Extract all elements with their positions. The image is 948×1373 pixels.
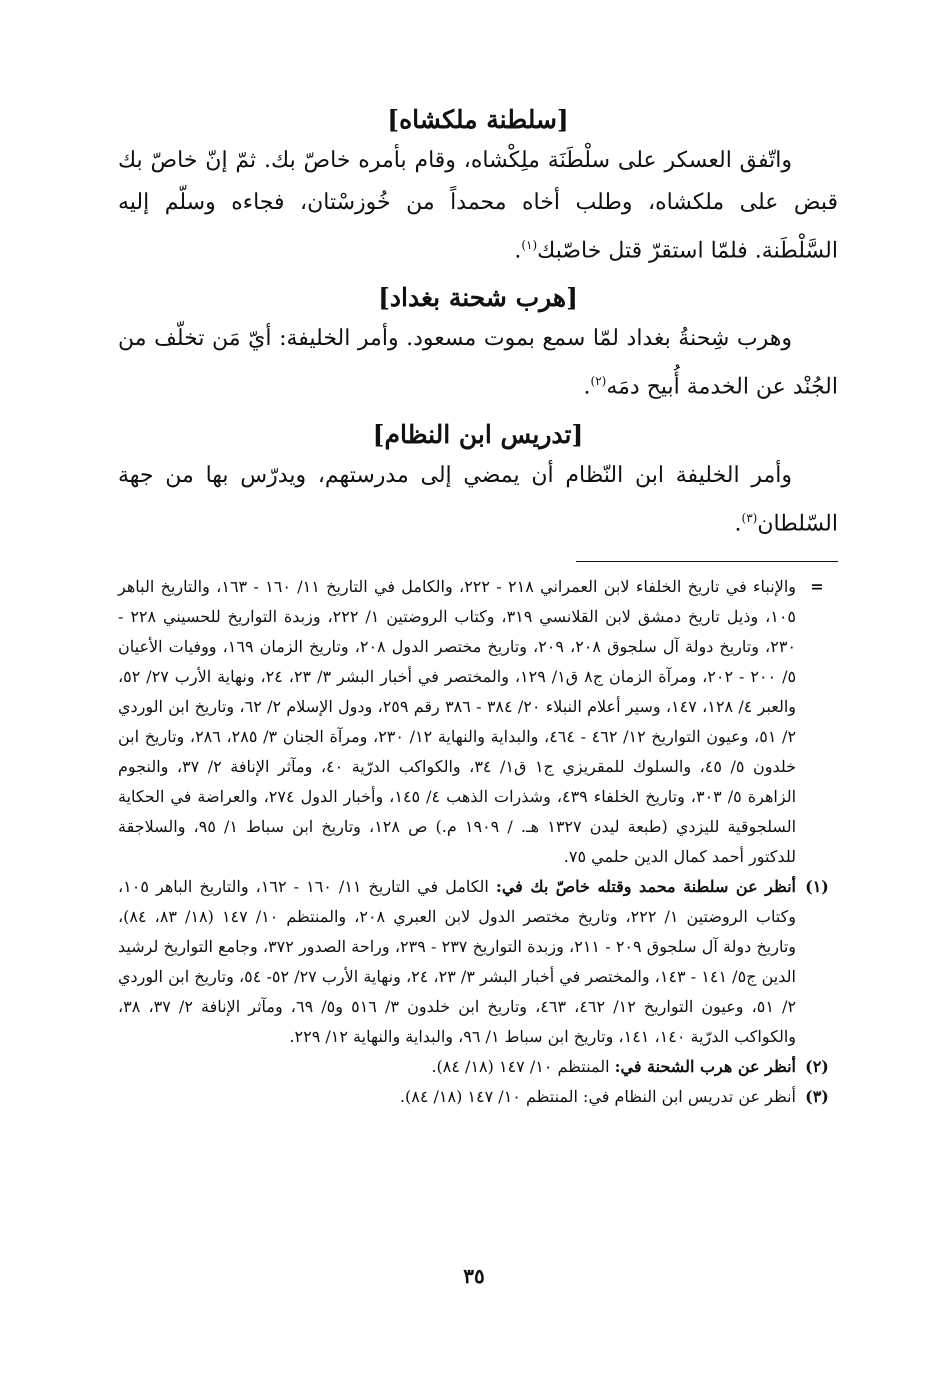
footnote-2: [118, 1052, 838, 1082]
paragraph-text: وأمر الخليفة ابن النّظام أن يمضي إلى مدرستهم، ويدرّس بها من جهة السّلطان: [118, 462, 838, 536]
footnote-body: [118, 872, 796, 1052]
footnote-continued: [118, 572, 838, 872]
section-paragraph-ibn-nizam: وأمر الخليفة ابن النّظام أن يمضي إلى مدرستهم، ويدرّس بها من جهة السّلطان$^{(٣)}$.: [118, 462, 838, 536]
footnote-ref: (١): [521, 238, 538, 252]
footnote-text: أنظر عن تدريس ابن النظام في: المنتظم ١٠/ ١٤٧ (١٨/ ٨٤).: [399, 1086, 796, 1106]
footnote-body: [118, 1052, 796, 1082]
footnote-lead: أنظر عن هرب الشحنة في:: [614, 1056, 796, 1076]
footnote-mark: (٣): [805, 1086, 829, 1106]
section-heading-ibn-nizam: [تدريس ابن النظام]: [372, 419, 584, 449]
footnote-lead: أنظر عن سلطنة محمد وقتله خاصّ بك في:: [495, 876, 797, 896]
section-heading-baghdad-shihna: [هرب شحنة بغداد]: [378, 283, 578, 313]
footnote-3: [118, 1082, 838, 1112]
page-number: ٣٥: [463, 1264, 485, 1288]
paragraph-text: وهرب شِحنةُ بغداد لمّا سمع بموت مسعود. وأمر الخليفة: أيّ مَن تخلّف من الجُنْد عن الخدمة أُبيح دمَه: [118, 326, 838, 400]
paragraph-text: واتّفق العسكر على سلْطَنَة ملِكْشاه، وقام بأمره خاصّ بك. ثمّ إنّ خاصّ بك قبض على ملكشاه، وطلب أخاه محمداً من خُوزسْتان، فجاءه وسلّم إليه السَّلْطَنة. فلمّا استقرّ قتل خاصّبك: [118, 148, 838, 264]
footnote-text: والإنباء في تاريخ الخلفاء لابن العمراني ٢١٨ - ٢٢٢، والكامل في التاريخ ١١/ ١٦٠ - ١٦٣، والتاريخ الباهر ١٠٥، وذيل تاريخ دمشق لابن القلانسي ٣١٩، وكتاب الروضتين ١/ ٢٢٢، وزبدة التواريخ للحسيني ٢٢٨ - ٢٣٠، وتاريخ دولة آل سلجوق ٢٠٨، ٢٠٩، وتاريخ مختصر الدول ٢٠٨، وتاريخ الزمان ١٦٩، ووفيات الأعيان ٥/ ٢٠٠ - ٢٠٢، ومرآة الزمان ج٨ ق١/ ١٢٩، والمختصر في أخبار البشر ٣/ ٢٣، ٢٤، ونهاية الأرب ٢٧/ ٥٢، والعبر ٤/ ١٢٨، ١٤٧، وسير أعلام النبلاء ٢٠/ ٣٨٤ - ٣٨٦ رقم ٢٥٩، ودول الإسلام ٢/ ٦٢، وتاريخ ابن الوردي ٢/ ٥١، وعيون التواريخ ١٢/ ٤٦٢ - ٤٦٤، والبداية والنهاية ١٢/ ٢٣٠، ومرآة الجنان ٣/ ٢٨٥، ٢٨٦، وتاريخ ابن خلدون ٥/ ٤٥، والسلوك للمقريزي ج١ ق١/ ٣٤، والكواكب الدرّية ٤٠، ومآثر الإنافة ٢/ ٣٧، والنجوم الزاهرة ٥/ ٣٠٣، وتاريخ الخلفاء ٤٣٩، وشذرات الذهب ٤/ ١٤٥، وأخبار الدول ٢٧٤، والعراضة في الحكاية السلجوقية لليزدي (طبعة ليدن ١٣٢٧ هـ. / ١٩٠٩ م.) ص ١٢٨، وتاريخ ابن سباط ١/ ٩٥، والسلاجقة للدكتور أحمد كمال الدين حلمي ٧٥.: [118, 576, 797, 866]
footnote-ref: (٣): [741, 510, 758, 525]
section-paragraph-malikshah: واتّفق العسكر على سلْطَنَة ملِكْشاه، وقام بأمره خاصّ بك. ثمّ إنّ خاصّ بك قبض على ملكشاه، وطلب أخاه محمداً من خُوزسْتان، فجاءه وسلّم إليه السَّلْطَنة. فلمّا استقرّ قتل خاصّبك$^{(١)}$.: [118, 148, 838, 264]
footnote-divider: [576, 561, 838, 562]
footnote-mark: (٢): [805, 1056, 829, 1076]
footnote-text: الكامل في التاريخ ١١/ ١٦٠ - ١٦٢، والتاريخ الباهر ١٠٥، وكتاب الروضتين ١/ ٢٢٢، وتاريخ مختصر الدول لابن العبري ٢٠٨، والمنتظم ١٠/ ١٤٧ (١٨/ ٨٣، ٨٤)، وتاريخ دولة آل سلجوق ٢٠٩ - ٢١١، وزبدة التواريخ ٢٣٧ - ٢٣٩، وراحة الصدور ٣٧٢، وجامع التواريخ لرشيد الدين ج٥/ ١٤١ - ١٤٣، والمختصر في أخبار البشر ٣/ ٢٣، ٢٤، ونهاية الأرب ٢٧/ ٥٢- ٥٤، وتاريخ ابن الوردي ٢/ ٥١، وعيون التواريخ ١٢/ ٤٦٢، ٤٦٣، وتاريخ ابن خلدون ٣/ ٥١٦ و٥/ ٦٩، ومآثر الإنافة ٢/ ٣٧، ٣٨، والكواكب الدرّية ١٤٠، ١٤١، وتاريخ ابن سباط ١/ ٩٦، والبداية والنهاية ١٢/ ٢٢٩.: [118, 876, 797, 1046]
section-heading-malikshah: [سلطنة ملكشاه]: [387, 105, 569, 134]
section-paragraph-baghdad-shihna: وهرب شِحنةُ بغداد لمّا سمع بموت مسعود. وأمر الخليفة: أيّ مَن تخلّف من الجُنْد عن الخدمة أُبيح دمَه$^{(٢)}$.: [118, 326, 838, 400]
footnote-ref: (٢): [590, 374, 607, 389]
footnote-1: [118, 872, 838, 1052]
page-body: [118, 100, 838, 1112]
footnote-mark: (١): [805, 876, 829, 896]
footnote-text: المنتظم ١٠/ ١٤٧ (١٨/ ٨٤).: [431, 1056, 615, 1076]
footnote-mark: =: [810, 576, 824, 596]
